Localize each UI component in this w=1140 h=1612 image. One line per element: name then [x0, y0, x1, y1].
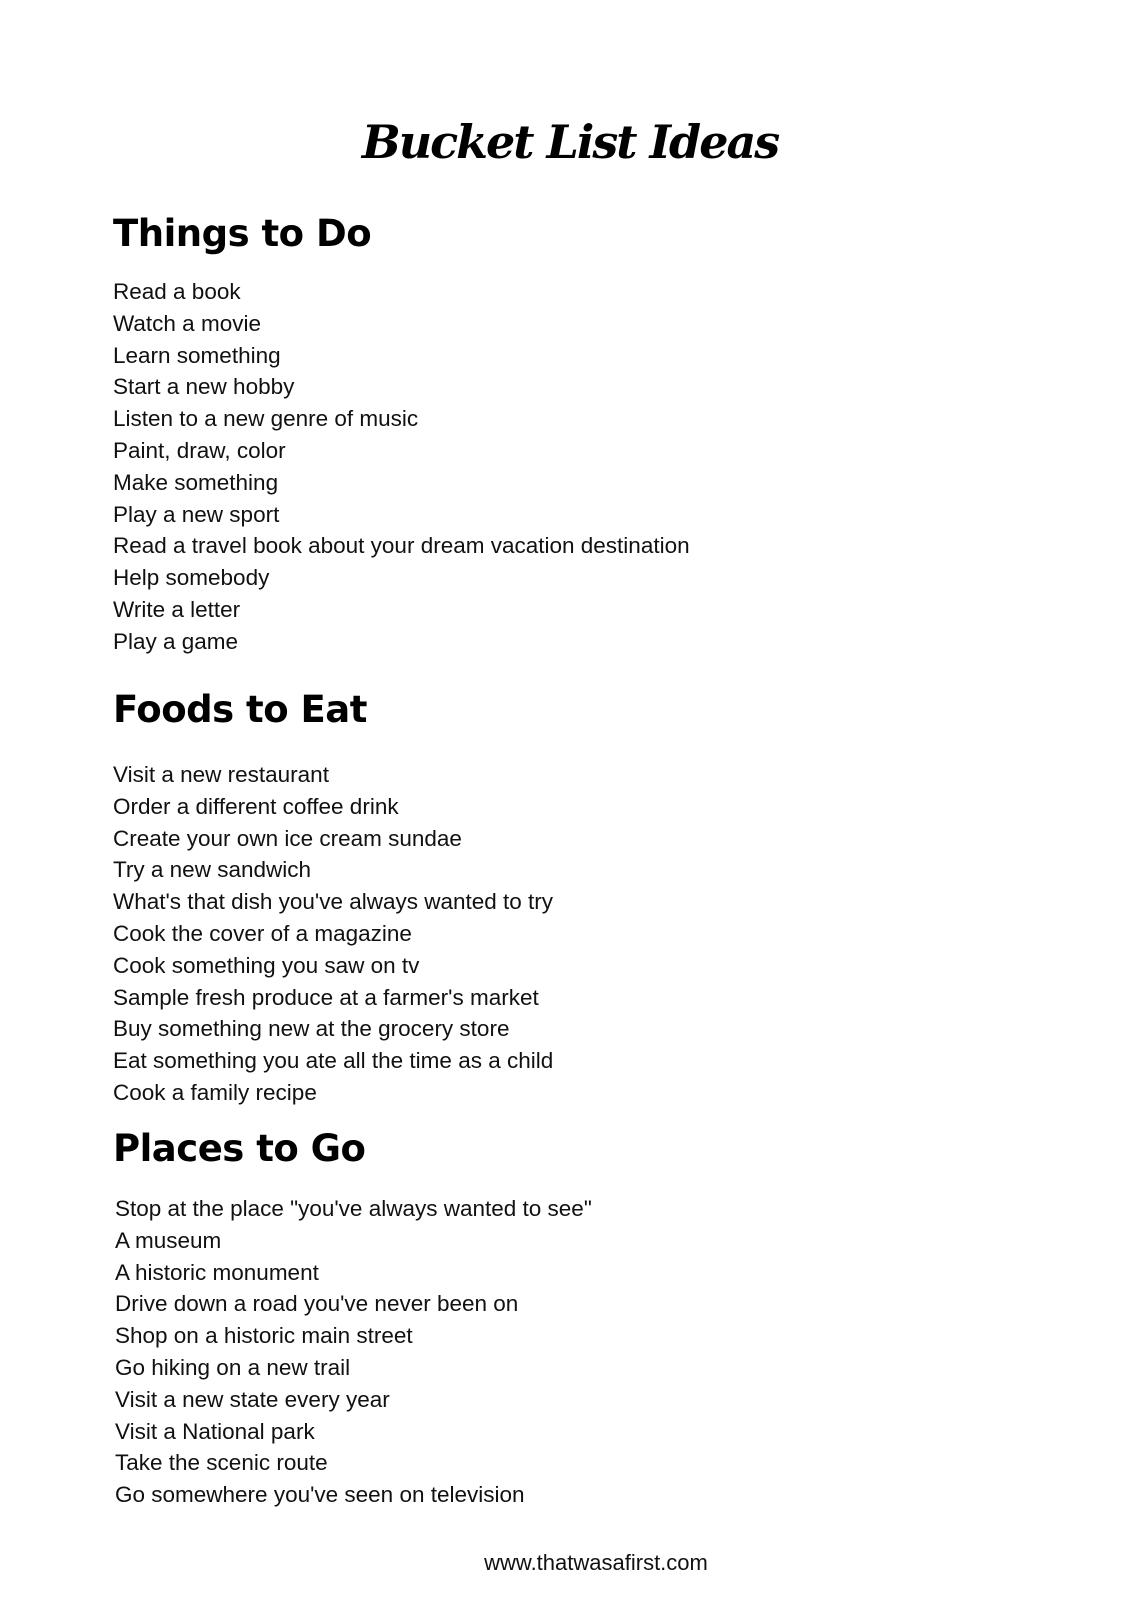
- list-item: Drive down a road you've never been on: [115, 1291, 519, 1317]
- list-item: Play a new sport: [113, 501, 280, 527]
- list-item: Cook the cover of a magazine: [113, 920, 412, 946]
- item-list: [113, 276, 1013, 658]
- list-item: Cook a family recipe: [113, 1079, 317, 1105]
- list-item: Visit a new state every year: [115, 1386, 390, 1412]
- list-item: Watch a movie: [113, 310, 261, 336]
- list-item: Eat something you ate all the time as a child: [113, 1048, 554, 1074]
- item-list: [113, 759, 1013, 1109]
- list-item: Visit a National park: [115, 1418, 315, 1444]
- page-title: Bucket List Ideas: [361, 115, 779, 169]
- section-foods-to-eat: [113, 688, 1013, 1109]
- list-item: Go somewhere you've seen on television: [115, 1482, 525, 1508]
- list-item: What's that dish you've always wanted to try: [113, 889, 554, 915]
- list-item: Shop on a historic main street: [115, 1323, 413, 1349]
- list-item: Play a game: [113, 628, 239, 654]
- list-item: Take the scenic route: [115, 1450, 328, 1476]
- list-item: Start a new hobby: [113, 374, 295, 400]
- list-item: Paint, draw, color: [113, 437, 286, 463]
- list-item: Learn something: [113, 342, 281, 368]
- section-heading: Places to Go: [113, 1127, 366, 1170]
- section-heading: Foods to Eat: [113, 688, 367, 731]
- list-item: Create your own ice cream sundae: [113, 825, 462, 851]
- list-item: Sample fresh produce at a farmer's market: [113, 984, 539, 1010]
- section-things-to-do: [113, 212, 1013, 658]
- list-item: Write a letter: [113, 596, 241, 622]
- list-item: Visit a new restaurant: [113, 762, 329, 787]
- list-item: Buy something new at the grocery store: [113, 1016, 510, 1042]
- section-places-to-go: [113, 1127, 1013, 1511]
- section-heading: Things to Do: [113, 212, 372, 255]
- list-item: Read a book: [113, 279, 241, 304]
- list-item: A museum: [115, 1227, 222, 1253]
- footer-website: www.thatwasafirst.com: [484, 1550, 708, 1575]
- list-item: A historic monument: [115, 1259, 319, 1285]
- item-list: [115, 1193, 1013, 1511]
- list-item: Order a different coffee drink: [113, 793, 399, 819]
- list-item: Try a new sandwich: [113, 857, 311, 883]
- list-item: Cook something you saw on tv: [113, 952, 420, 978]
- list-item: Help somebody: [113, 565, 270, 591]
- list-item: Stop at the place "you've always wanted to see": [115, 1196, 592, 1221]
- list-item: Read a travel book about your dream vacation destination: [113, 533, 690, 559]
- list-item: Go hiking on a new trail: [115, 1354, 351, 1380]
- list-item: Listen to a new genre of music: [113, 406, 419, 432]
- list-item: Make something: [113, 469, 279, 495]
